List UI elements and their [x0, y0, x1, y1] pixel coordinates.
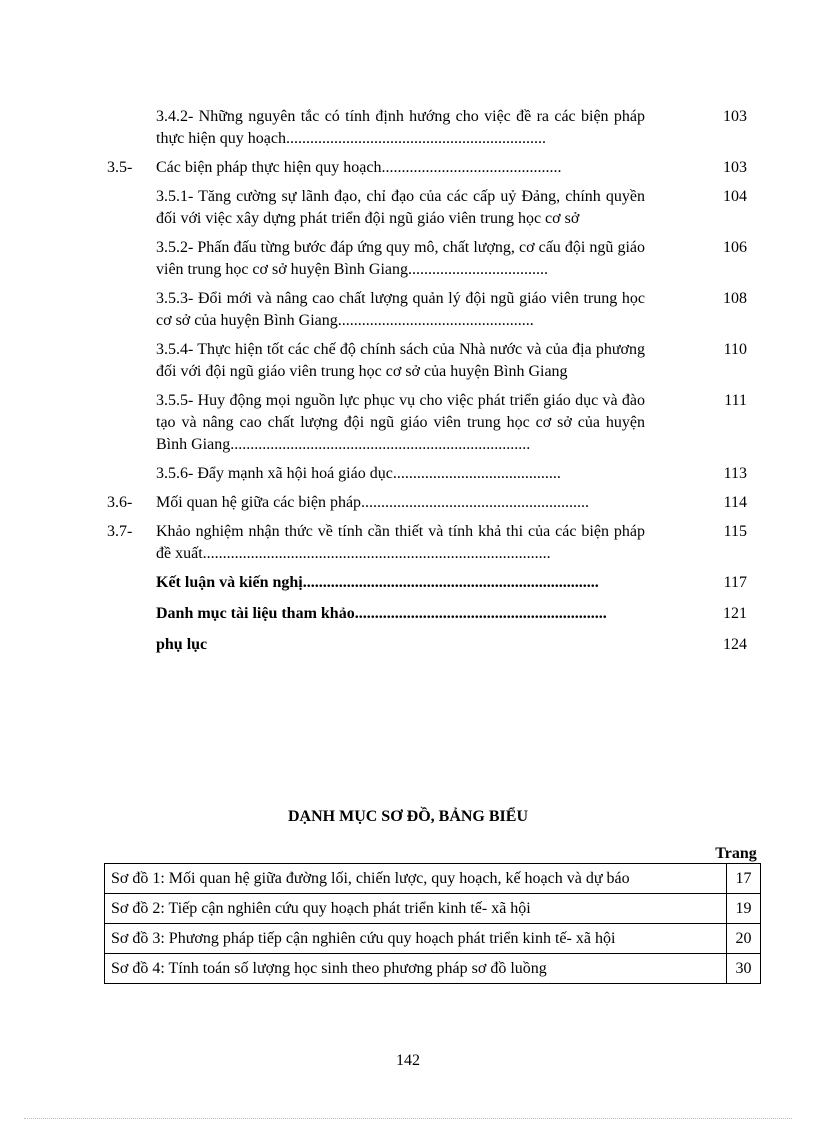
toc-page: 108	[723, 290, 747, 307]
figure-page: 20	[727, 924, 761, 954]
toc-page: 113	[723, 465, 747, 482]
figures-table	[104, 863, 761, 984]
toc-entry	[107, 634, 755, 656]
toc-entry	[107, 521, 755, 565]
toc-entry	[107, 390, 755, 456]
figures-list-title: DẠNH MỤC SƠ ĐỒ, BẢNG BIỂU	[287, 808, 528, 825]
toc-text: 3.5.5- Huy động mọi nguồn lực phục vụ cho việc phát triển giáo dục và đào tạo và nâng cao chất lượng đội ngũ giáo viên trung học cơ sở của huyện Bình Giang...........................................................................	[156, 392, 645, 453]
toc-text: 3.5.4- Thực hiện tốt các chế độ chính sách của Nhà nước và của địa phương đối với đội ngũ giáo viên trung học cơ sở của huyện Bình Giang	[156, 341, 645, 380]
toc-text: phụ lục	[156, 636, 208, 653]
toc-text: Danh mục tài liệu tham khảo...............................................................	[156, 605, 607, 622]
toc-page: 103	[723, 108, 747, 125]
toc-page: 103	[723, 159, 747, 176]
toc-page: 117	[723, 574, 747, 591]
figure-page: 30	[727, 954, 761, 984]
toc-text: 3.5.3- Đổi mới và nâng cao chất lượng quản lý đội ngũ giáo viên trung học cơ sở của huyện Bình Giang.................................................	[156, 290, 645, 329]
toc-text: 3.4.2- Những nguyên tắc có tính định hướng cho việc đề ra các biện pháp thực hiện quy hoạch.................................................................	[156, 108, 645, 147]
figure-page: 19	[727, 894, 761, 924]
toc-entry	[107, 492, 755, 514]
toc-page: 106	[723, 239, 747, 256]
figure-label: Sơ đồ 3: Phương pháp tiếp cận nghiên cứu quy hoạch phát triển kinh tế- xã hội	[105, 924, 727, 954]
toc-entry	[107, 186, 755, 230]
toc-entry	[107, 237, 755, 281]
table-row	[105, 864, 761, 894]
toc-number: 3.7-	[107, 523, 133, 540]
toc-text: Kết luận và kiến nghị..........................................................................	[156, 574, 599, 591]
figure-page: 17	[727, 864, 761, 894]
page-number: 142	[396, 1052, 420, 1069]
toc-page: 124	[723, 636, 747, 653]
toc-text: 3.5.2- Phấn đấu từng bước đáp ứng quy mô, chất lượng, cơ cấu đội ngũ giáo viên trung học cơ sở huyện Bình Giang...................................	[156, 239, 645, 278]
table-row	[105, 894, 761, 924]
toc-text: 3.5.1- Tăng cường sự lãnh đạo, chỉ đạo của các cấp uỷ Đảng, chính quyền đối với việc xây dựng phát triển đội ngũ giáo viên trung học cơ sở	[156, 188, 645, 227]
toc-number: 3.5-	[107, 159, 133, 176]
toc-entry	[107, 288, 755, 332]
toc-number: 3.6-	[107, 494, 133, 511]
table-row	[105, 924, 761, 954]
toc-page: 114	[723, 494, 747, 511]
toc-entry	[107, 603, 755, 625]
toc-text: Khảo nghiệm nhận thức về tính cần thiết và tính khả thi của các biện pháp đề xuất.......................................................................................	[156, 523, 645, 562]
figure-label: Sơ đồ 1: Mối quan hệ giữa đường lối, chiến lược, quy hoạch, kế hoạch và dự báo	[105, 864, 727, 894]
toc-entry	[107, 572, 755, 594]
toc-page: 111	[724, 392, 747, 409]
toc-text: Các biện pháp thực hiện quy hoạch.............................................	[156, 159, 562, 176]
figure-label: Sơ đồ 4: Tính toán số lượng học sinh theo phương pháp sơ đồ luồng	[105, 954, 727, 984]
toc-entry	[107, 157, 755, 179]
table-of-contents	[107, 106, 755, 665]
toc-page: 115	[723, 523, 747, 540]
footer-divider	[24, 1118, 792, 1119]
toc-page: 121	[723, 605, 747, 622]
toc-page: 110	[723, 341, 747, 358]
page-column-header: Trang	[715, 845, 757, 862]
toc-entry	[107, 106, 755, 150]
table-row	[105, 954, 761, 984]
figure-label: Sơ đồ 2: Tiếp cận nghiên cứu quy hoạch phát triển kinh tế- xã hội	[105, 894, 727, 924]
toc-page: 104	[723, 188, 747, 205]
toc-text: 3.5.6- Đẩy mạnh xã hội hoá giáo dục..........................................	[156, 465, 561, 482]
toc-text: Mối quan hệ giữa các biện pháp.........................................................	[156, 494, 590, 511]
toc-entry	[107, 463, 755, 485]
toc-entry	[107, 339, 755, 383]
